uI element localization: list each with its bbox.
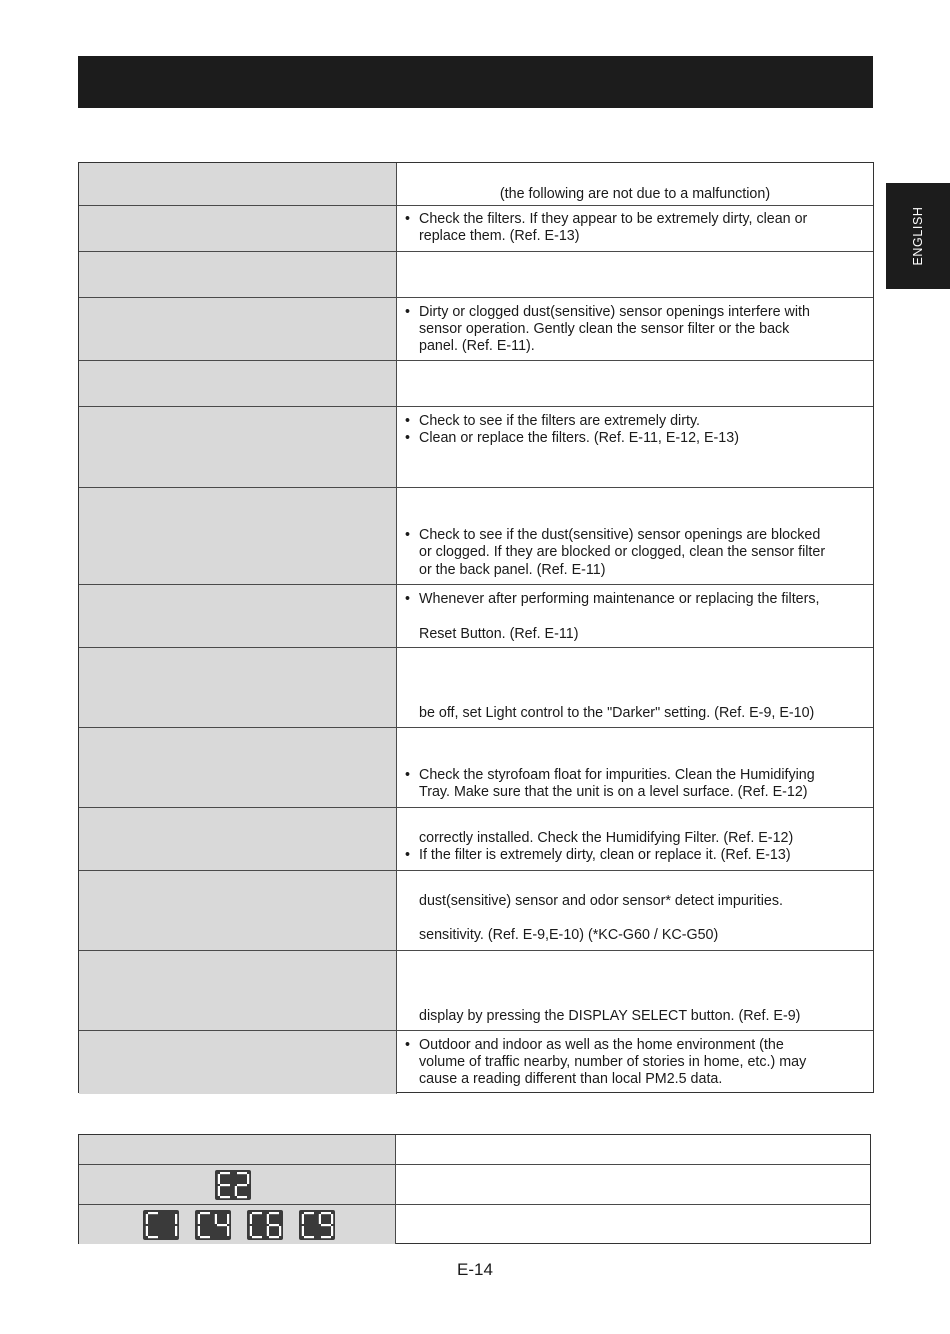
table-row [79, 647, 873, 727]
remedy-line: Clean or replace the filters. (Ref. E-11, E-12, E-13) [419, 430, 739, 446]
symptom-cell [79, 648, 397, 727]
symptom-cell [79, 488, 397, 584]
bullet: • [405, 847, 411, 863]
remedy-cell [397, 1031, 873, 1094]
table-row [79, 251, 873, 297]
remedy-line: Whenever after performing maintenance or replacing the filters, [419, 591, 820, 607]
remedy-cell [397, 407, 873, 487]
section-title-bar [78, 56, 873, 108]
remedy-cell [397, 808, 873, 870]
symptom-cell [79, 951, 397, 1030]
header-right-cell [397, 163, 873, 205]
bullet: • [405, 211, 411, 227]
remedy-line: Check the styrofoam float for impurities. Clean the Humidifying [419, 767, 815, 783]
remedy-cell [397, 728, 873, 807]
remedy-line: or the back panel. (Ref. E-11) [419, 562, 606, 578]
remedy-cell [397, 206, 873, 251]
error-row-c-codes [79, 1204, 870, 1244]
remedy-line: or clogged. If they are blocked or clogged, clean the sensor filter [419, 544, 826, 560]
table-row [79, 807, 873, 870]
bullet: • [405, 767, 411, 783]
symptom-cell [79, 298, 397, 360]
bullet: • [405, 304, 411, 320]
symptom-cell [79, 808, 397, 870]
bullet: • [405, 413, 411, 429]
remedy-line: sensor operation. Gently clean the sensor filter or the back [419, 321, 790, 337]
error-code-c9-display [299, 1210, 335, 1240]
bullet: • [405, 430, 411, 446]
table-row [79, 950, 873, 1030]
error-code-c1-display [143, 1210, 179, 1240]
table-row [79, 1030, 873, 1094]
remedy-line: be off, set Light control to the "Darker" setting. (Ref. E-9, E-10) [419, 705, 815, 721]
symptom-cell [79, 585, 397, 647]
error-table-header-row [79, 1135, 870, 1164]
page-number: E-14 [457, 1260, 493, 1279]
remedy-line: dust(sensitive) sensor and odor sensor* detect impurities. [419, 893, 783, 909]
remedy-line: sensitivity. (Ref. E-9,E-10) (*KC-G60 / KC-G50) [419, 927, 719, 943]
symptom-cell [79, 361, 397, 406]
symptom-cell [79, 728, 397, 807]
language-tab-label: ENGLISH [911, 206, 925, 266]
language-tab [886, 183, 950, 289]
remedy-line: cause a reading different than local PM2.5 data. [419, 1071, 723, 1087]
header-note: (the following are not due to a malfunction) [499, 186, 771, 202]
header-right-cell [396, 1135, 870, 1164]
table-row [79, 584, 873, 647]
troubleshooting-table [78, 162, 874, 1093]
remedy-line: volume of traffic nearby, number of stories in home, etc.) may [419, 1054, 807, 1070]
symptom-cell [79, 206, 397, 251]
bullet: • [405, 1037, 411, 1053]
header-left-cell [79, 1135, 396, 1164]
remedy-line: panel. (Ref. E-11). [419, 338, 535, 354]
symptom-cell [79, 407, 397, 487]
symptom-cell [79, 871, 397, 950]
remedy-line: correctly installed. Check the Humidifying Filter. (Ref. E-12) [419, 830, 794, 846]
remedy-cell [397, 871, 873, 950]
error-code-c6-display [247, 1210, 283, 1240]
table-row [79, 487, 873, 584]
remedy-line: Reset Button. (Ref. E-11) [419, 626, 579, 642]
error-row-e2 [79, 1164, 870, 1204]
table-row [79, 297, 873, 360]
remedy-line: If the filter is extremely dirty, clean or replace it. (Ref. E-13) [419, 847, 791, 863]
remedy-line: Tray. Make sure that the unit is on a level surface. (Ref. E-12) [419, 784, 808, 800]
remedy-line: Check to see if the filters are extremely dirty. [419, 413, 701, 429]
table-row [79, 205, 873, 251]
error-code-cell [79, 1205, 396, 1244]
symptom-cell [79, 1031, 397, 1094]
remedy-cell [397, 951, 873, 1030]
remedy-cell [397, 488, 873, 584]
remedy-cell [397, 298, 873, 360]
error-description-cell [396, 1165, 870, 1204]
error-code-e2-display [215, 1170, 251, 1200]
remedy-cell [397, 648, 873, 727]
remedy-cell [397, 585, 873, 647]
bullet: • [405, 527, 411, 543]
error-code-c4-display [195, 1210, 231, 1240]
table-row [79, 360, 873, 406]
remedy-line: display by pressing the DISPLAY SELECT button. (Ref. E-9) [419, 1008, 801, 1024]
symptom-cell [79, 252, 397, 297]
remedy-cell [397, 252, 873, 297]
error-code-cell [79, 1165, 396, 1204]
remedy-line: Outdoor and indoor as well as the home environment (the [419, 1037, 784, 1053]
error-description-cell [396, 1205, 870, 1244]
header-left-cell [79, 163, 397, 205]
table-header-row [79, 163, 873, 205]
table-row [79, 870, 873, 950]
bullet: • [405, 591, 411, 607]
remedy-line: Check to see if the dust(sensitive) sensor openings are blocked [419, 527, 821, 543]
remedy-line: replace them. (Ref. E-13) [419, 228, 580, 244]
table-row [79, 406, 873, 487]
remedy-line: Check the filters. If they appear to be extremely dirty, clean or [419, 211, 808, 227]
error-code-table [78, 1134, 871, 1244]
remedy-line: Dirty or clogged dust(sensitive) sensor openings interfere with [419, 304, 810, 320]
table-row [79, 727, 873, 807]
remedy-cell [397, 361, 873, 406]
